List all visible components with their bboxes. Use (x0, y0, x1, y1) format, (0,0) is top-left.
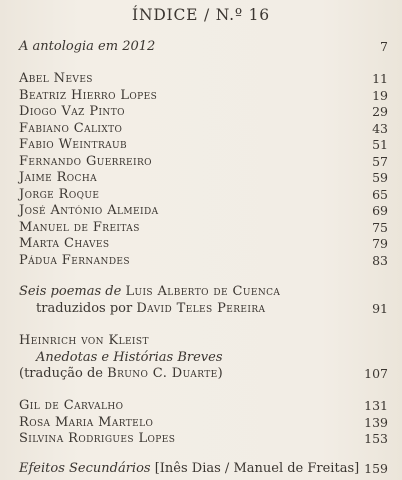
toc-entry-essay (0, 414, 402, 432)
toc-entry-label (19, 283, 280, 301)
toc-page-number: 69 (372, 203, 388, 218)
toc-entry-poet (0, 70, 402, 88)
toc-entry-label (36, 300, 265, 318)
toc-entry-cuenca-title (0, 283, 402, 301)
toc-page-number: 131 (364, 398, 388, 413)
toc-entry-poet (0, 252, 402, 270)
toc-entry-poet (0, 219, 402, 237)
toc-entry-poet (0, 120, 402, 138)
toc-entry-label: Fabiano Calixto (19, 120, 123, 136)
toc-entry-label: Jaime Rocha (19, 170, 97, 185)
toc-entry-label: Jorge Roque (19, 186, 100, 202)
toc-page-number: 57 (372, 153, 388, 169)
toc-entry-cuenca-translator (0, 300, 402, 318)
toc-entry-antologia (0, 38, 402, 56)
toc-page-number: 29 (372, 104, 388, 119)
toc-entry-translator: Bruno C. Duarte (107, 366, 218, 381)
toc-entry-poet (0, 235, 402, 253)
toc-entry-work: Anedotas e Histórias Breves (36, 349, 223, 365)
toc-page-number: 79 (372, 236, 388, 251)
toc-page-number: 159 (364, 461, 388, 476)
toc-entry-author: Luis Alberto de Cuenca (125, 284, 281, 299)
toc-page-number: 107 (364, 366, 388, 381)
toc-entry-label: José António Almeida (19, 203, 159, 218)
toc-entry-kleist-work (0, 349, 402, 367)
toc-page-number: 19 (372, 87, 388, 103)
toc-entry-translator: David Teles Pereira (136, 301, 266, 316)
toc-entry-suffix: ) (217, 366, 223, 381)
toc-entry-poet (0, 103, 402, 121)
toc-page-number: 75 (372, 219, 388, 235)
toc-entry-label: Marta Chaves (19, 236, 110, 251)
toc-entry-poet (0, 169, 402, 187)
toc-entry-poet (0, 186, 402, 204)
toc-entry-label: Pádua Fernandes (19, 252, 130, 268)
toc-entry-kleist-translation (0, 365, 402, 383)
toc-entry-essay (0, 397, 402, 415)
toc-entry-italic-text: Efeitos Secundários (19, 461, 151, 476)
toc-entry-prefix: (tradução de (19, 366, 103, 381)
toc-entry-efeitos (0, 460, 402, 478)
toc-entry-label: Rosa Maria Martelo (19, 414, 154, 430)
index-title: ÍNDICE / N.º 16 (132, 6, 270, 24)
toc-entry-label: Manuel de Freitas (19, 219, 140, 235)
toc-entry-poet (0, 136, 402, 154)
toc-entry-poet (0, 153, 402, 171)
toc-page-number: 153 (364, 431, 388, 446)
toc-page-number: 51 (372, 137, 388, 152)
toc-entry-prefix: traduzidos por (36, 301, 133, 316)
toc-entry-label: Beatriz Hierro Lopes (19, 87, 158, 103)
toc-page-number: 83 (372, 252, 388, 268)
toc-page-number: 139 (364, 414, 388, 430)
toc-page-number: 65 (372, 186, 388, 202)
toc-entry-label (19, 365, 223, 383)
toc-entry-label: Abel Neves (19, 71, 93, 86)
toc-entry-label (19, 460, 359, 478)
toc-entry-label: Silvina Rodrigues Lopes (19, 431, 176, 446)
toc-entry-label: Fabio Weintraub (19, 137, 128, 152)
toc-entry-kleist-author (0, 332, 402, 350)
toc-entry-author: Heinrich von Kleist (19, 333, 149, 348)
toc-entry-label: Diogo Vaz Pinto (19, 104, 125, 119)
toc-entry-italic-text: Seis poemas de (19, 284, 122, 299)
toc-entry-poet (0, 87, 402, 105)
toc-entry-label: Fernando Guerreiro (19, 153, 152, 169)
toc-page-number: 7 (380, 39, 388, 54)
toc-entry-label: Gil de Carvalho (19, 398, 124, 413)
toc-page-number: 11 (372, 71, 388, 86)
toc-entry-essay (0, 430, 402, 448)
toc-page-number: 59 (372, 170, 388, 185)
toc-entry-authors: [Inês Dias / Manuel de Freitas] (154, 461, 360, 476)
toc-page-number: 91 (372, 301, 388, 316)
toc-page-number: 43 (372, 120, 388, 136)
toc-entry-label: A antologia em 2012 (19, 39, 156, 54)
toc-entry-poet (0, 202, 402, 220)
